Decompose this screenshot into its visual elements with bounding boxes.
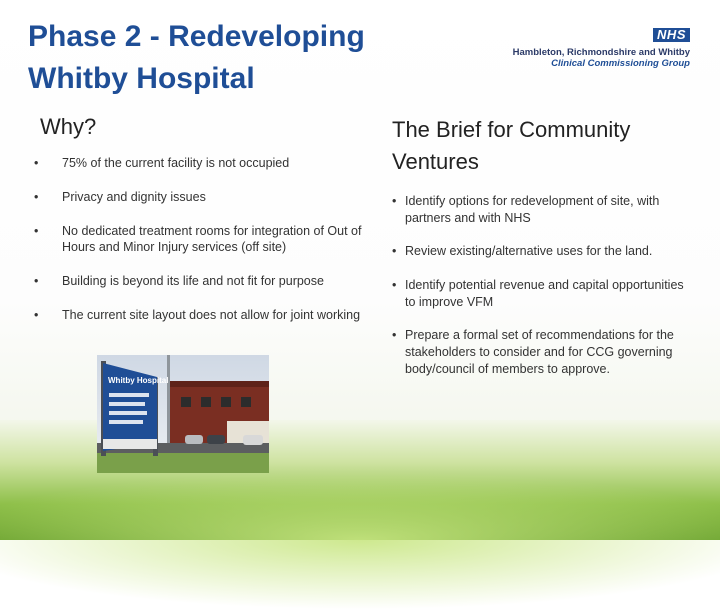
photo-window: [201, 397, 211, 407]
photo-lamp-post: [167, 355, 170, 447]
bullet-icon: •: [392, 328, 397, 342]
bullet-icon: •: [392, 194, 397, 208]
bullet-icon: •: [34, 190, 39, 204]
why-item-text: 75% of the current facility is not occupied: [62, 156, 290, 170]
slide-title-line-2: Whitby Hospital: [28, 62, 255, 95]
photo-car: [207, 435, 225, 444]
brief-heading: The Brief for Community Ventures: [392, 117, 631, 174]
photo-sign-line: [109, 393, 149, 397]
photo-verge: [97, 453, 269, 473]
bullet-icon: •: [34, 274, 39, 288]
bullet-icon: •: [34, 156, 39, 170]
hospital-photo: [97, 355, 269, 473]
why-item-text: The current site layout does not allow for joint working: [62, 308, 361, 322]
grass-sheen-decoration: [0, 470, 720, 610]
bullet-icon: •: [392, 278, 397, 292]
photo-window: [221, 397, 231, 407]
photo-window: [181, 397, 191, 407]
nhs-logo-icon: NHS: [653, 28, 690, 42]
slide-title-line-1: Phase 2 - Redeveloping: [28, 20, 365, 53]
brief-item-text: Identify options for redevelopment of site, with partners and with NHS: [405, 194, 660, 225]
brief-item-text: Review existing/alternative uses for the land.: [405, 244, 653, 258]
photo-sign-line: [109, 411, 147, 415]
photo-sign-title: Whitby Hospital: [108, 376, 169, 385]
slide-title: [28, 16, 448, 100]
why-item-text: Privacy and dignity issues: [62, 190, 206, 204]
brief-item-text: Prepare a formal set of recommendations for the stakeholders to consider and for CCG governing body/council of members to approve.: [405, 328, 674, 376]
hospital-photo-illustration: [97, 355, 269, 473]
why-item-text: Building is beyond its life and not fit for purpose: [62, 274, 324, 288]
ccg-logo: [498, 26, 690, 70]
photo-sign-line: [109, 420, 143, 424]
logo-org-name: Hambleton, Richmondshire and Whitby: [512, 47, 690, 58]
bullet-icon: •: [392, 244, 397, 258]
photo-roofline: [169, 381, 269, 387]
why-item-text: No dedicated treatment rooms for integration of Out of Hours and Minor Injury services (off site): [62, 224, 362, 254]
bullet-icon: •: [34, 224, 39, 238]
photo-car: [185, 435, 203, 444]
bullet-icon: •: [34, 308, 39, 322]
brief-item-text: Identify potential revenue and capital opportunities to improve VFM: [405, 278, 684, 309]
photo-sign-line: [109, 402, 145, 406]
photo-sign-footer: [103, 439, 157, 449]
photo-window: [241, 397, 251, 407]
photo-van: [243, 435, 263, 445]
why-heading: Why?: [40, 114, 97, 139]
logo-org-type: Clinical Commissioning Group: [551, 58, 690, 69]
